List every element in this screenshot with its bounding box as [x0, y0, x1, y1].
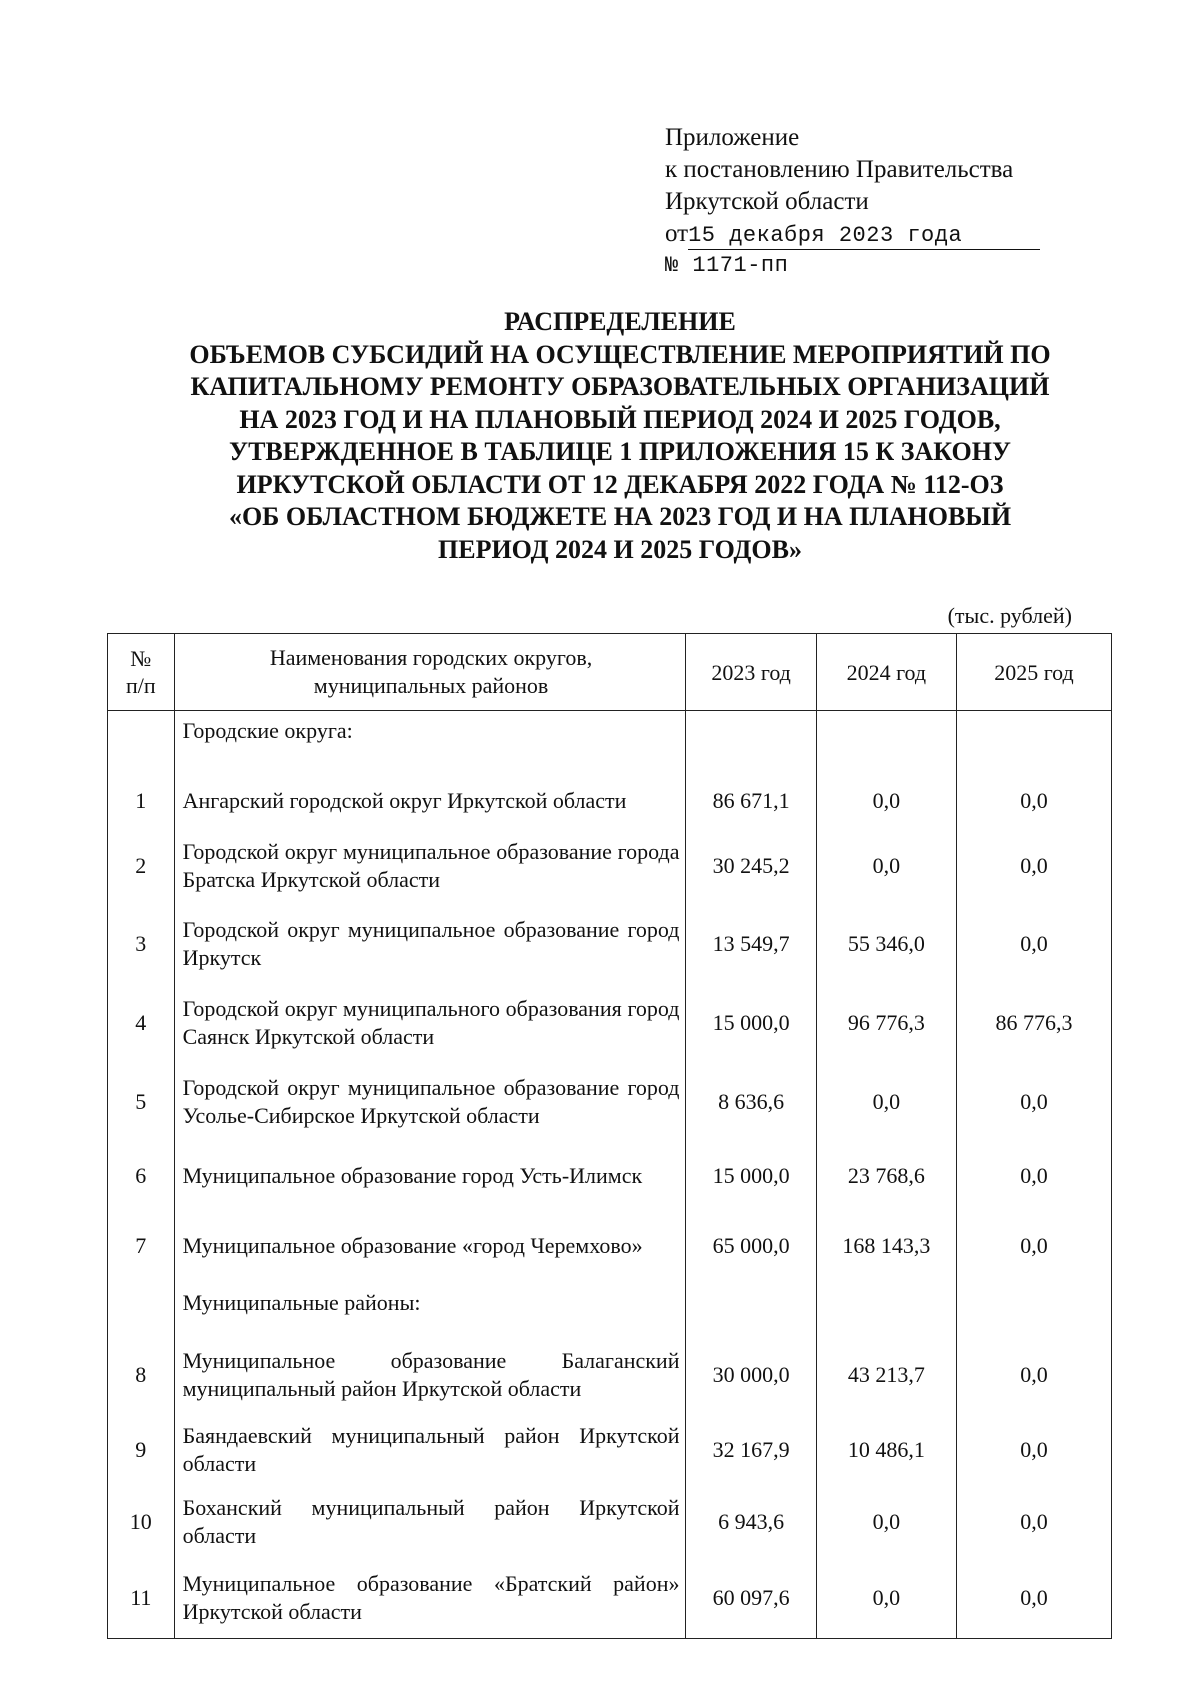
table-row: [108, 1143, 1112, 1209]
value-2023: 65 000,0: [686, 1209, 816, 1283]
table-header-row: [108, 634, 1112, 711]
table-row: [108, 903, 1112, 985]
resolution-reference: к постановлению Правительства: [665, 156, 1014, 183]
header-name: [174, 634, 686, 711]
row-number: 10: [108, 1485, 175, 1559]
value-2024: 0,0: [816, 829, 956, 903]
value-2024: 96 776,3: [816, 985, 956, 1061]
value-2025: [956, 1283, 1111, 1335]
table-row: [108, 829, 1112, 903]
municipality-name: Городской округ муниципального образования город Саянск Иркутской области: [174, 985, 686, 1061]
value-2024: 10 486,1: [816, 1415, 956, 1485]
appendix-label: Приложение: [665, 124, 800, 151]
value-2025: 86 776,3: [956, 985, 1111, 1061]
value-2024: 23 768,6: [816, 1143, 956, 1209]
title-line: ИРКУТСКОЙ ОБЛАСТИ ОТ 12 ДЕКАБРЯ 2022 ГОДА № 112-ОЗ: [236, 469, 1004, 499]
value-2025: 0,0: [956, 1143, 1111, 1209]
municipality-name: Муниципальное образование Балаганский муниципальный район Иркутской области: [174, 1335, 686, 1415]
row-number: 2: [108, 829, 175, 903]
value-2024: [816, 711, 956, 773]
header-number-line2: п/п: [125, 673, 156, 698]
table-body: [108, 711, 1112, 1639]
value-2023: 15 000,0: [686, 1143, 816, 1209]
value-2025: 0,0: [956, 1415, 1111, 1485]
municipality-name: Муниципальное образование «Братский район» Иркутской области: [174, 1559, 686, 1639]
value-2024: [816, 1283, 956, 1335]
table-row: [108, 1485, 1112, 1559]
resolution-date-line: [665, 218, 1065, 250]
value-2023: [686, 1283, 816, 1335]
value-2023: [686, 711, 816, 773]
value-2025: [956, 711, 1111, 773]
value-2024: 43 213,7: [816, 1335, 956, 1415]
title-line: ОБЪЕМОВ СУБСИДИЙ НА ОСУЩЕСТВЛЕНИЕ МЕРОПРИЯТИЙ ПО: [189, 339, 1051, 369]
value-2025: 0,0: [956, 1485, 1111, 1559]
row-number: 11: [108, 1559, 175, 1639]
value-2025: 0,0: [956, 829, 1111, 903]
header-number-line1: №: [130, 646, 152, 671]
header-2024: 2024 год: [816, 634, 956, 711]
row-number: [108, 1283, 175, 1335]
date-prefix: от: [665, 220, 689, 247]
municipality-name: Городской округ муниципальное образование города Братска Иркутской области: [174, 829, 686, 903]
value-2023: 60 097,6: [686, 1559, 816, 1639]
row-number: 6: [108, 1143, 175, 1209]
table-row: [108, 985, 1112, 1061]
resolution-date: 15 декабря 2023 года: [688, 223, 1040, 250]
header-name-line2: муниципальных районов: [313, 673, 549, 698]
value-2023: 15 000,0: [686, 985, 816, 1061]
municipality-name: Муниципальное образование «город Черемхово»: [174, 1209, 686, 1283]
municipality-name: Муниципальное образование город Усть-Илимск: [174, 1143, 686, 1209]
title-line: «ОБ ОБЛАСТНОМ БЮДЖЕТЕ НА 2023 ГОД И НА ПЛАНОВЫЙ: [228, 502, 1012, 531]
row-number: 7: [108, 1209, 175, 1283]
table-row: [108, 773, 1112, 829]
value-2023: 30 000,0: [686, 1335, 816, 1415]
table-row: [108, 1559, 1112, 1639]
header-2025: 2025 год: [956, 634, 1111, 711]
section-row: [108, 1283, 1112, 1335]
region-name: Иркутской области: [665, 188, 869, 215]
value-2024: 0,0: [816, 1061, 956, 1143]
title-line: РАСПРЕДЕЛЕНИЕ: [504, 307, 736, 336]
resolution-number: № 1171-пп: [665, 253, 789, 278]
table-row: [108, 1335, 1112, 1415]
value-2023: 8 636,6: [686, 1061, 816, 1143]
table-row: [108, 1061, 1112, 1143]
value-2023: 6 943,6: [686, 1485, 816, 1559]
title-line: НА 2023 ГОД И НА ПЛАНОВЫЙ ПЕРИОД 2024 И 2025 ГОДОВ,: [239, 404, 1001, 434]
value-2024: 55 346,0: [816, 903, 956, 985]
appendix-header: [665, 122, 1065, 282]
row-number: 1: [108, 773, 175, 829]
header-2023: 2023 год: [686, 634, 816, 711]
subsidy-distribution-table: [107, 633, 1112, 1639]
row-number: [108, 711, 175, 773]
section-heading: Городские округа:: [174, 711, 686, 773]
value-2025: 0,0: [956, 1335, 1111, 1415]
value-2024: 0,0: [816, 1485, 956, 1559]
value-2023: 30 245,2: [686, 829, 816, 903]
row-number: 9: [108, 1415, 175, 1485]
value-2024: 0,0: [816, 1559, 956, 1639]
header-number: [108, 634, 175, 711]
title-line: УТВЕРЖДЕННОЕ В ТАБЛИЦЕ 1 ПРИЛОЖЕНИЯ 15 К ЗАКОНУ: [228, 437, 1012, 466]
units-label: (тыс. рублей): [947, 603, 1072, 628]
value-2025: 0,0: [956, 1559, 1111, 1639]
value-2025: 0,0: [956, 773, 1111, 829]
row-number: 5: [108, 1061, 175, 1143]
municipality-name: Городской округ муниципальное образование город Иркутск: [174, 903, 686, 985]
header-name-line1: Наименования городских округов,: [269, 645, 593, 670]
value-2025: 0,0: [956, 1209, 1111, 1283]
document-title: [100, 306, 1140, 566]
table-row: [108, 1415, 1112, 1485]
municipality-name: Городской округ муниципальное образование город Усолье-Сибирское Иркутской области: [174, 1061, 686, 1143]
value-2023: 86 671,1: [686, 773, 816, 829]
value-2023: 13 549,7: [686, 903, 816, 985]
value-2024: 168 143,3: [816, 1209, 956, 1283]
table-row: [108, 1209, 1112, 1283]
title-line: ПЕРИОД 2024 И 2025 ГОДОВ»: [438, 534, 802, 564]
section-row: [108, 711, 1112, 773]
municipality-name: Ангарский городской округ Иркутской области: [174, 773, 686, 829]
value-2025: 0,0: [956, 1061, 1111, 1143]
value-2023: 32 167,9: [686, 1415, 816, 1485]
row-number: 4: [108, 985, 175, 1061]
section-heading: Муниципальные районы:: [174, 1283, 686, 1335]
row-number: 8: [108, 1335, 175, 1415]
value-2025: 0,0: [956, 903, 1111, 985]
row-number: 3: [108, 903, 175, 985]
value-2024: 0,0: [816, 773, 956, 829]
municipality-name: Боханский муниципальный район Иркутской области: [174, 1485, 686, 1559]
title-line: КАПИТАЛЬНОМУ РЕМОНТУ ОБРАЗОВАТЕЛЬНЫХ ОРГАНИЗАЦИЙ: [190, 372, 1050, 401]
municipality-name: Баяндаевский муниципальный район Иркутской области: [174, 1415, 686, 1485]
